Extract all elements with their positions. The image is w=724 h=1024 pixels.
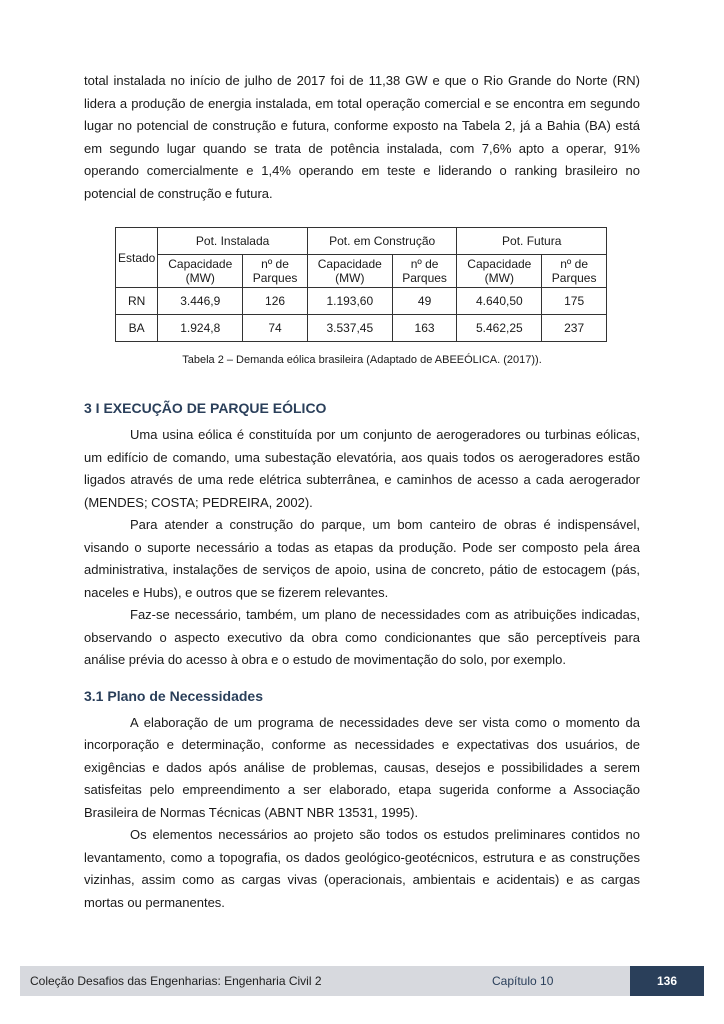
page-footer [20, 966, 704, 996]
table-cell: 74 [243, 315, 308, 342]
table-cell: 1.924,8 [158, 315, 243, 342]
table-group-header: Pot. em Construção [307, 228, 457, 255]
table-cell: 3.446,9 [158, 288, 243, 315]
table-cell: BA [116, 315, 158, 342]
table-sub-header: nº de Parques [542, 255, 607, 288]
table-cell: 175 [542, 288, 607, 315]
table-cell: RN [116, 288, 158, 315]
table-group-header: Pot. Instalada [158, 228, 308, 255]
section-3-1-paragraph: Os elementos necessários ao projeto são todos os estudos preliminares contidos no levantamento, como a topografia, os dados geológico-geotécnicos, estrutura e as construções vizinhas, assim como as cargas vivas (operacionais, ambientais e acidentais) e as cargas mortas ou permanentes. [84, 827, 640, 910]
table-cell: 4.640,50 [457, 288, 542, 315]
section-3-1-paragraph: A elaboração de um programa de necessidades deve ser vista como o momento da incorporação e determinação, conforme as necessidades e expectativas dos usuários, de exigências e dados após análise de problemas, causas, desejos e possibilidades a serem satisfeitas pelo empreendimento a ser elaborado, etapa sugerida conforme a Associação Brasileira de Normas Técnicas (ABNT NBR 13531, 1995). [84, 714, 640, 820]
section-3-paragraph: Faz-se necessário, também, um plano de necessidades com as atribuições indicadas, observando o aspecto executivo da obra como condicionantes que são perceptíveis para análise prévia do acesso à obra e o estudo de movimentação do solo, por exemplo. [84, 607, 640, 667]
table-cell: 5.462,25 [457, 315, 542, 342]
section-3-heading: 3 I EXECUÇÃO DE PARQUE EÓLICO [84, 400, 327, 416]
footer-chapter: Capítulo 10 [492, 974, 554, 988]
page-content [84, 70, 640, 914]
table-row [116, 288, 607, 315]
table-cell: 163 [392, 315, 457, 342]
table-header-estado: Estado [116, 228, 158, 288]
table-cell: 126 [243, 288, 308, 315]
table-cell: 237 [542, 315, 607, 342]
table-row [116, 315, 607, 342]
table-2 [115, 227, 607, 342]
table-sub-header: nº de Parques [392, 255, 457, 288]
section-3-paragraph: Para atender a construção do parque, um bom canteiro de obras é indispensável, visando o suporte necessário a todas as etapas da produção. Pode ser composto pela área administrativa, instalações de serviços de apoio, usina de concreto, pátio de estocagem (pás, naceles e Hubs), e outros que se fizerem relevantes. [84, 517, 640, 600]
table-cell: 49 [392, 288, 457, 315]
footer-collection-title: Coleção Desafios das Engenharias: Engenharia Civil 2 [30, 974, 322, 988]
table-sub-header: nº de Parques [243, 255, 308, 288]
table-group-header: Pot. Futura [457, 228, 607, 255]
intro-paragraph: total instalada no início de julho de 2017 foi de 11,38 GW e que o Rio Grande do Norte (RN) lidera a produção de energia instalada, em total operação comercial e se encontra em segundo lugar no potencial de construção e futura, conforme exposto na Tabela 2, já a Bahia (BA) está em segundo lugar quando se trata de potência instalada, com 7,6% apto a operar, 91% operando comercialmente e 1,4% operando em teste e liderando o ranking brasileiro no potencial de construção e futura. [84, 73, 640, 201]
table-sub-header: Capacidade (MW) [307, 255, 392, 288]
section-3-paragraph: Uma usina eólica é constituída por um conjunto de aerogeradores ou turbinas eólicas, um edifício de comando, uma subestação elevatória, aos quais todos os aerogeradores estão ligados através de uma rede elétrica subterrânea, e caminhos de acesso a cada aerogerador (MENDES; COSTA; PEDREIRA, 2002). [84, 427, 640, 510]
footer-page-number: 136 [630, 966, 704, 996]
table-sub-header: Capacidade (MW) [158, 255, 243, 288]
table-caption: Tabela 2 – Demanda eólica brasileira (Adaptado de ABEEÓLICA. (2017)). [182, 354, 542, 366]
table-cell: 1.193,60 [307, 288, 392, 315]
table-cell: 3.537,45 [307, 315, 392, 342]
table-sub-header: Capacidade (MW) [457, 255, 542, 288]
section-3-1-heading: 3.1 Plano de Necessidades [84, 687, 263, 704]
